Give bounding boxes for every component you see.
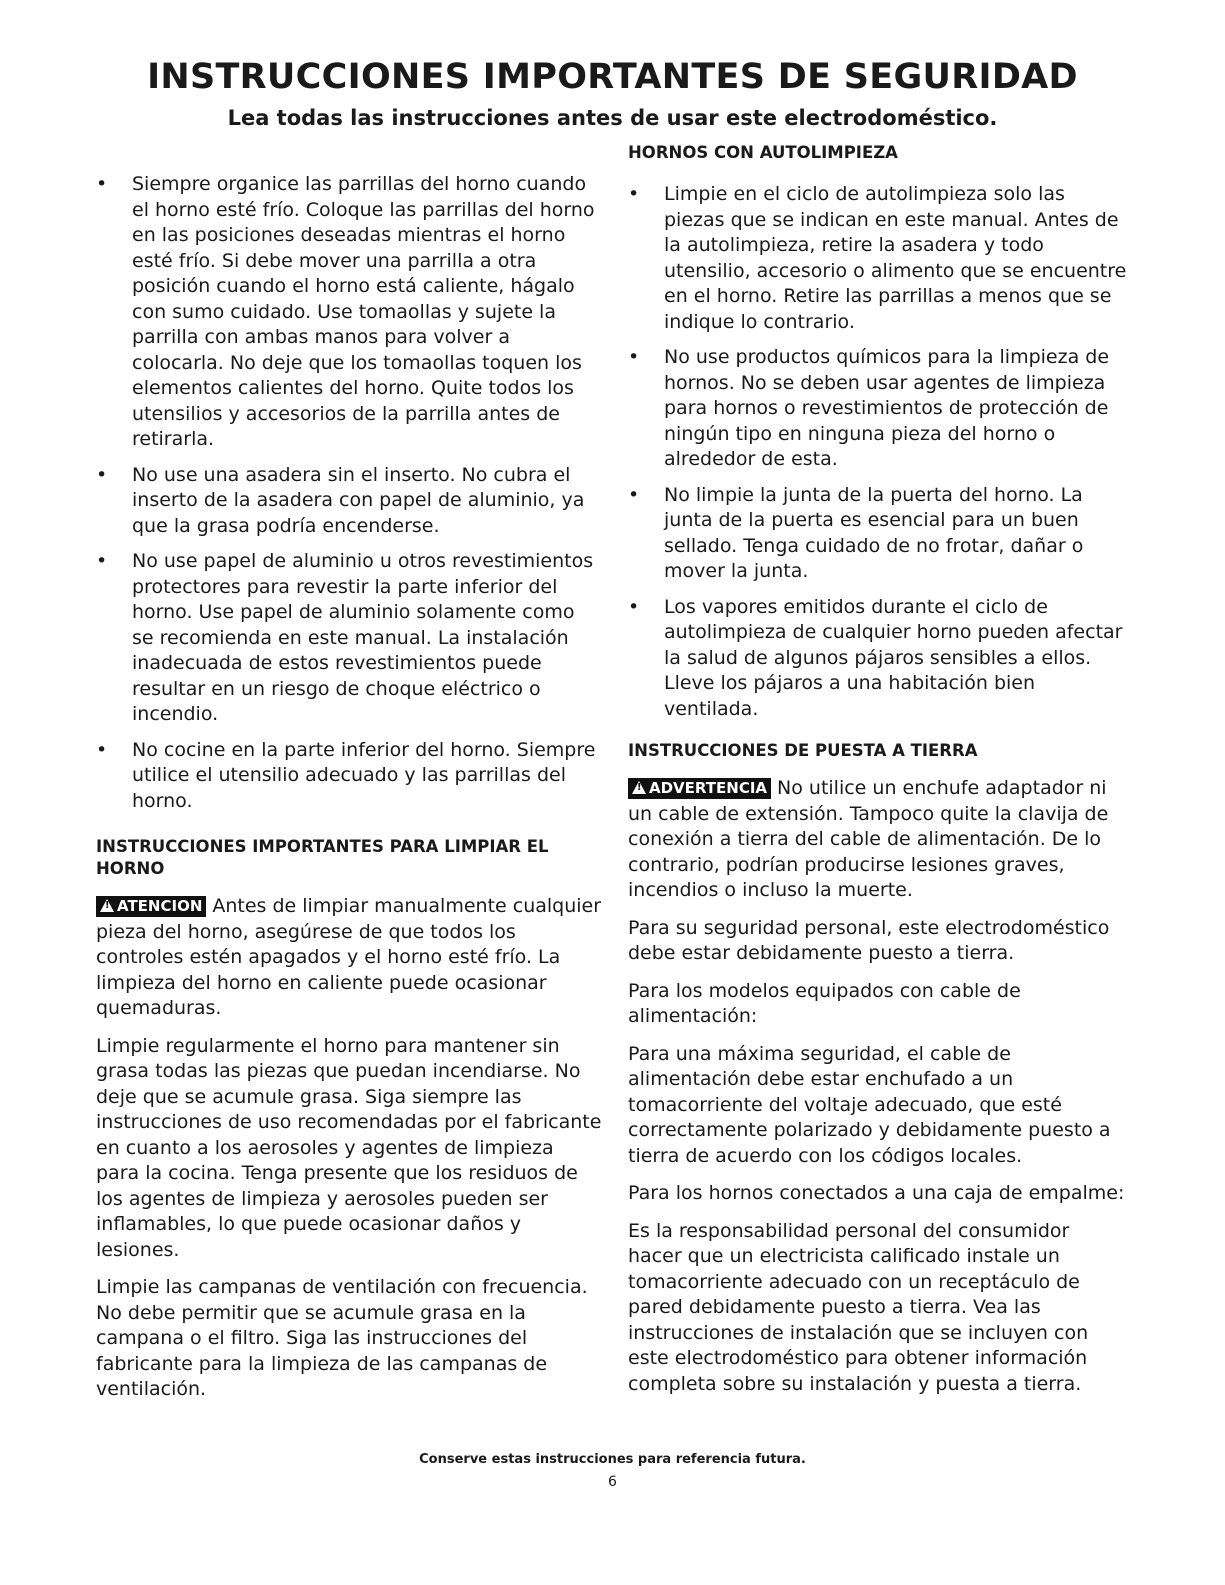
paragraph: Para los modelos equipados con cable de alimentación: xyxy=(628,979,1021,1027)
warning-triangle-icon xyxy=(632,781,646,794)
bullet-item: • Los vapores emitidos durante el ciclo de autolimpieza de cualquier horno pueden afectar la salud de algunos pájaros sensibles a ellos. Lleve los pájaros a una habitación bien ventilada. xyxy=(628,595,1128,723)
footer-note: Conserve estas instrucciones para referencia futura. xyxy=(419,1452,806,1467)
page-subtitle: Lea todas las instrucciones antes de usar este electrodoméstico. xyxy=(227,106,998,130)
caution-text: Antes de limpiar manualmente cualquier pieza del horno, asegúrese de que todos los controles estén apagados y el horno esté frío. La limpieza del horno en caliente puede ocasionar quemaduras. xyxy=(96,895,602,1019)
bullet-item: • No use productos químicos para la limpieza de hornos. No se deben usar agentes de limpieza para hornos o revestimientos de protección de ningún tipo en ninguna pieza del horno o alrededor de esta. xyxy=(628,345,1128,473)
page-number: 6 xyxy=(608,1474,617,1490)
self-clean-section-heading: HORNOS CON AUTOLIMPIEZA xyxy=(628,143,898,162)
page-title: INSTRUCCIONES IMPORTANTES DE SEGURIDAD xyxy=(147,57,1078,97)
warning-paragraph xyxy=(628,776,1128,904)
paragraph: Limpie regularmente el horno para mantener sin grasa todas las piezas que puedan incendiarse. No deje que se acumule grasa. Siga siempre las instrucciones de uso recomendadas por el fabricante en cuanto a los aerosoles y agentes de limpieza para la cocina. Tenga presente que los residuos de los agentes de limpieza y aerosoles pueden ser inflamables, lo que puede ocasionar daños y lesiones. xyxy=(96,1034,602,1261)
self-clean-bullets xyxy=(628,182,1128,722)
caution-badge xyxy=(96,896,206,917)
warning-label: ADVERTENCIA xyxy=(649,779,768,797)
paragraph: Para los hornos conectados a una caja de empalme: xyxy=(628,1182,1125,1204)
paragraph: Para una máxima seguridad, el cable de alimentación debe estar enchufado a un tomacorriente del voltaje adecuado, que esté correctamente polarizado y debidamente puesto a tierra de acuerdo con los códigos locales. xyxy=(628,1042,1111,1167)
paragraph: Es la responsabilidad personal del consumidor hacer que un electricista calificado instale un tomacorriente adecuado con un receptáculo de pared debidamente puesto a tierra. Vea las instrucciones de instalación que se incluyen con este electrodoméstico para obtener información completa sobre su instalación y puesta a tierra. xyxy=(628,1219,1089,1395)
warning-triangle-icon xyxy=(100,899,114,912)
paragraph: Limpie las campanas de ventilación con frecuencia. No debe permitir que se acumule grasa en la campana o el filtro. Siga las instrucciones del fabricante para la limpieza de las campanas de ventilación. xyxy=(96,1276,588,1400)
paragraph: Para su seguridad personal, este electrodoméstico debe estar debidamente puesto a tierra. xyxy=(628,916,1110,964)
bullet-item: • Siempre organice las parrillas del horno cuando el horno esté frío. Coloque las parrillas del horno en las posiciones deseadas mientras el horno esté frío. Si debe mover una parrilla a otra posición cuando el horno está caliente, hágalo con sumo cuidado. Use tomaollas y sujete la parrilla con ambas manos para volver a colocarla. No deje que los tomaollas toquen los elementos calientes del horno. Quite todos los utensilios y accesorios de la parrilla antes de retirarla. xyxy=(96,172,602,453)
left-column xyxy=(96,172,602,1415)
grounding-section-heading: INSTRUCCIONES DE PUESTA A TIERRA xyxy=(628,741,978,760)
caution-label: ATENCION xyxy=(117,897,203,915)
warning-text: No utilice un enchufe adaptador ni un cable de extensión. Tampoco quite la clavija de conexión a tierra del cable de alimentación. De lo contrario, podrían producirse lesiones graves, incendios o incluso la muerte. xyxy=(628,777,1109,901)
oven-rack-bullets xyxy=(96,172,602,814)
cleaning-section-heading: INSTRUCCIONES IMPORTANTES PARA LIMPIAR EL HORNO xyxy=(96,837,549,878)
bullet-item: • No use papel de aluminio u otros revestimientos protectores para revestir la parte inferior del horno. Use papel de aluminio solamente como se recomienda en este manual. La instalación inadecuada de estos revestimientos puede resultar en un riesgo de choque eléctrico o incendio. xyxy=(96,549,602,728)
caution-paragraph xyxy=(96,894,602,1022)
bullet-item: • No limpie la junta de la puerta del horno. La junta de la puerta es esencial para un buen sellado. Tenga cuidado de no frotar, dañar o mover la junta. xyxy=(628,483,1128,585)
bullet-item: • Limpie en el ciclo de autolimpieza solo las piezas que se indican en este manual. Antes de la autolimpieza, retire la asadera y todo utensilio, accesorio o alimento que se encuentre en el horno. Retire las parrillas a menos que se indique lo contrario. xyxy=(628,182,1128,335)
right-column xyxy=(628,142,1128,1409)
bullet-item: • No cocine en la parte inferior del horno. Siempre utilice el utensilio adecuado y las parrillas del horno. xyxy=(96,738,602,815)
warning-badge xyxy=(628,778,771,799)
bullet-item: • No use una asadera sin el inserto. No cubra el inserto de la asadera con papel de aluminio, ya que la grasa podría encenderse. xyxy=(96,463,602,540)
